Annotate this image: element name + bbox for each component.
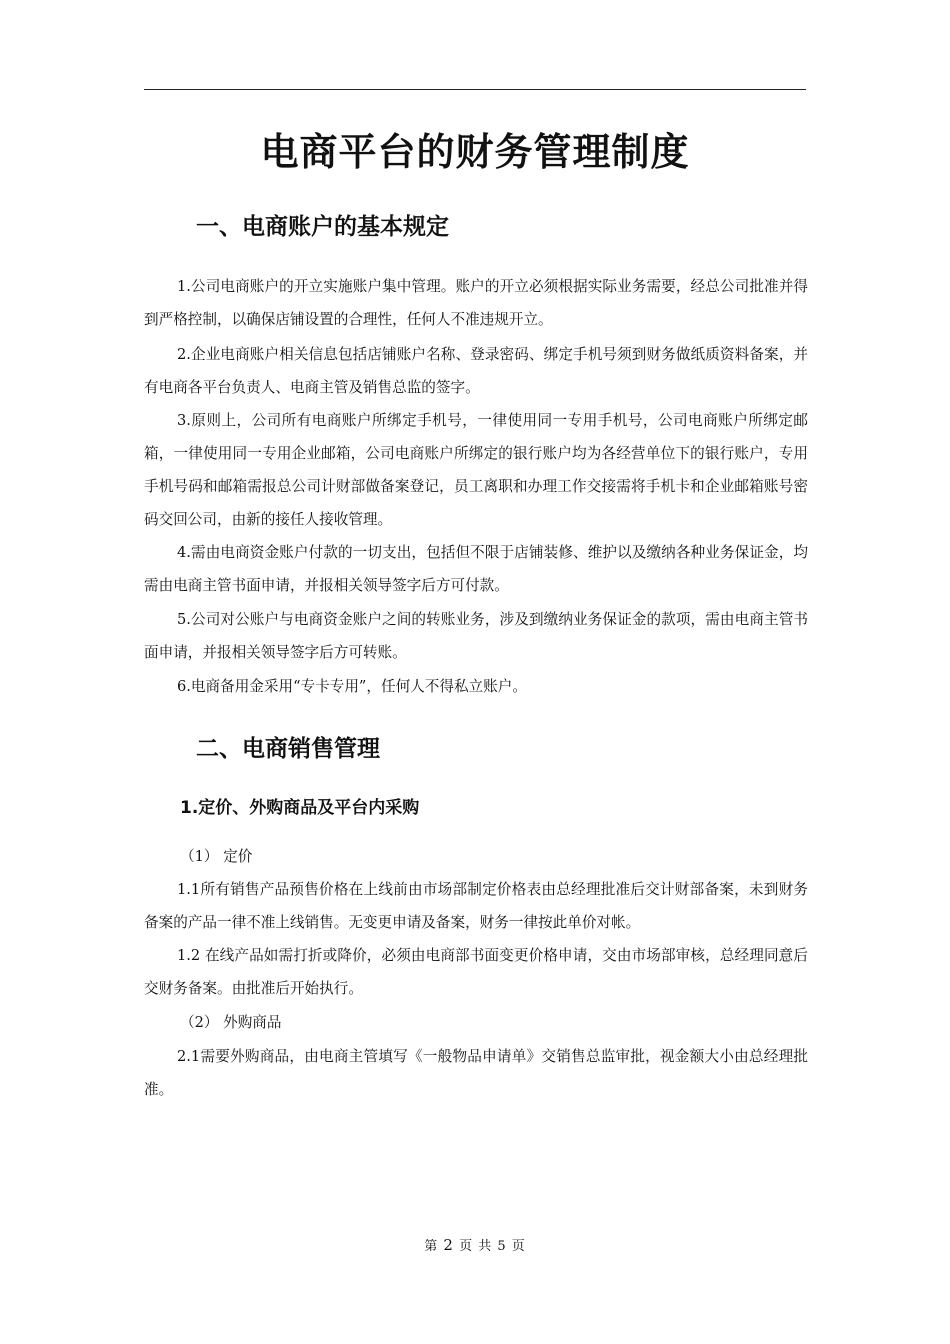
section1-paragraph-5: 5.公司对公账户与电商资金账户之间的转账业务，涉及到缴纳业务保证金的款项，需由电商主管书面申请，并报相关领导签字后方可转账。 <box>144 611 808 661</box>
section2-heading: 二、电商销售管理 <box>196 736 380 762</box>
section1-paragraph-2: 2.企业电商账户相关信息包括店铺账户名称、登录密码、绑定手机号须到财务做纸质资料备案，并有电商各平台负责人、电商主管及销售总监的签字。 <box>144 346 808 396</box>
section1-paragraph-1: 1.公司电商账户的开立实施账户集中管理。账户的开立必须根据实际业务需要，经总公司批准并得到严格控制，以确保店铺设置的合理性，任何人不准违规开立。 <box>144 278 808 328</box>
section1-heading: 一、电商账户的基本规定 <box>196 214 449 240</box>
section1-paragraph-4: 4.需由电商资金账户付款的一切支出，包括但不限于店铺装修、维护以及缴纳各种业务保证金，均需由电商主管书面申请，并报相关领导签字后方可付款。 <box>144 544 808 594</box>
item2-label: （2） 外购商品 <box>180 1014 282 1031</box>
item1-label: （1） 定价 <box>180 848 253 865</box>
header-rule <box>144 89 806 90</box>
page-footer <box>0 1234 950 1258</box>
paragraph-1-2: 1.2 在线产品如需打折或降价，必须由电商部书面变更价格申请，交由市场部审核，总经理同意后交财务备案。由批准后开始执行。 <box>144 947 808 997</box>
section1-paragraph-3: 3.原则上，公司所有电商账户所绑定手机号，一律使用同一专用手机号，公司电商账户所绑定邮箱，一律使用同一专用企业邮箱，公司电商账户所绑定的银行账户均为各经营单位下的银行账户，专用手机号码和邮箱需报总公司计财部做备案登记，员工离职和办理工作交接需将手机卡和企业邮箱账号密码交回公司，由新的接任人接收管理。 <box>144 412 808 528</box>
footer-prefix: 第 <box>424 1239 439 1254</box>
document-title: 电商平台的财务管理制度 <box>260 130 690 174</box>
footer-page-number: 2 <box>443 1236 454 1254</box>
footer-total-pages: 5 <box>497 1239 507 1254</box>
section2-subheading: 1.定价、外购商品及平台内采购 <box>180 798 420 818</box>
footer-suffix: 页 <box>511 1239 526 1254</box>
paragraph-2-1: 2.1需要外购商品，由电商主管填写《一般物品申请单》交销售总监审批，视金额大小由总经理批准。 <box>144 1048 808 1098</box>
section1-paragraph-6: 6.电商备用金采用“专卡专用”，任何人不得私立账户。 <box>177 678 527 695</box>
paragraph-1-1: 1.1所有销售产品预售价格在上线前由市场部制定价格表由总经理批准后交计财部备案，未到财务备案的产品一律不准上线销售。无变更申请及备案，财务一律按此单价对帐。 <box>144 881 808 931</box>
footer-middle: 页 共 <box>459 1239 493 1254</box>
